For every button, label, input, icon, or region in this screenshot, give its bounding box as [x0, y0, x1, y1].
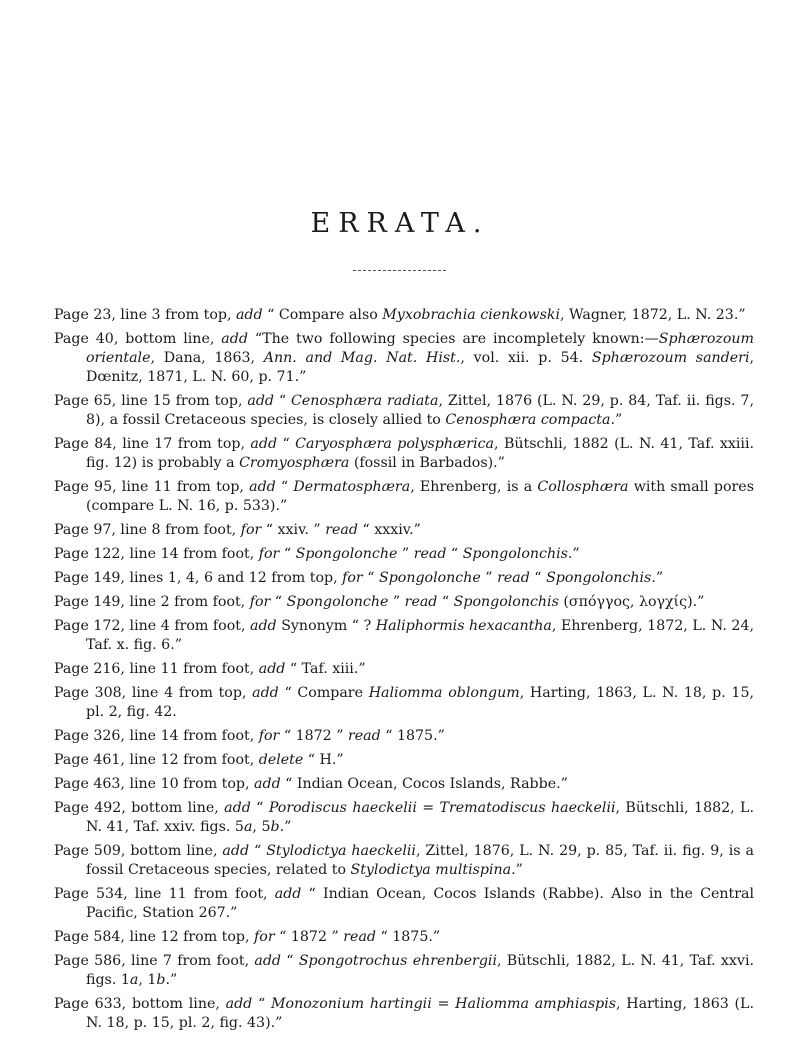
italic-text: add: [250, 618, 277, 634]
italic-text: Sphærozoum sanderi: [591, 350, 750, 366]
italic-text: read: [413, 546, 447, 562]
italic-text: Myxobrachia cienkowski: [382, 307, 560, 323]
italic-text: for: [342, 570, 363, 586]
italic-text: a: [243, 819, 253, 835]
italic-text: Spongotrochus ehrenbergii: [298, 953, 497, 969]
italic-text: for: [258, 546, 280, 562]
erratum-entry: Page 492, bottom line, add “ Porodiscus haeckelii = Trematodiscus haeckelii, Bütschli, 1882, L. N. 41, Taf. xxiv. figs. 5a, 5b.”: [54, 800, 754, 835]
erratum-entry: Page 326, line 14 from foot, for “ 1872 ” read “ 1875.”: [54, 728, 445, 744]
italic-text: add: [274, 886, 302, 902]
erratum-entry: Page 122, line 14 from foot, for “ Spongolonche ” read “ Spongolonchis.”: [54, 546, 580, 562]
title-divider: [353, 270, 446, 271]
erratum-entry: Page 509, bottom line, add “ Stylodictya haeckelii, Zittel, 1876, L. N. 29, p. 85, Taf. ii. fig. 9, is a fossil Cretaceous species, related to Stylodictya multispina.”: [54, 843, 754, 878]
italic-text: Spongolonche: [378, 570, 481, 586]
italic-text: add: [250, 436, 278, 452]
italic-text: read: [404, 594, 438, 610]
italic-text: read: [325, 522, 358, 538]
italic-text: read: [497, 570, 530, 586]
italic-text: for: [249, 594, 271, 610]
italic-text: a: [129, 972, 139, 988]
italic-text: Stylodictya haeckelii: [266, 843, 416, 859]
italic-text: Porodiscus haeckelii = Trematodiscus haeckelii: [268, 800, 616, 816]
erratum-entry: Page 534, line 11 from foot, add “ Indian Ocean, Cocos Islands (Rabbe). Also in the Central Pacific, Station 267.”: [54, 886, 754, 921]
italic-text: read: [343, 929, 376, 945]
italic-text: Spongolonche: [286, 594, 389, 610]
italic-text: for: [240, 522, 262, 538]
italic-text: Spongolonche: [295, 546, 398, 562]
italic-text: Monozonium hartingii = Haliomma amphiaspis: [271, 996, 617, 1012]
erratum-entry: Page 149, line 2 from foot, for “ Spongolonche ” read “ Spongolonchis (σπόγγος, λογχίς).”: [54, 594, 705, 610]
italic-text: Spongolonchis: [462, 546, 568, 562]
italic-text: Dermatosphæra: [293, 479, 411, 495]
erratum-entry: Page 216, line 11 from foot, add “ Taf. xiii.”: [54, 661, 366, 677]
italic-text: add: [247, 393, 274, 409]
erratum-entry: Page 461, line 12 from foot, delete “ H.”: [54, 752, 344, 768]
italic-text: Cenosphæra radiata: [291, 393, 439, 409]
erratum-entry: Page 65, line 15 from top, add “ Cenosphæra radiata, Zittel, 1876 (L. N. 29, p. 84, Taf. ii. figs. 7, 8), a fossil Cretaceous species, is closely allied to Cenosphæra compacta.”: [54, 393, 754, 428]
italic-text: add: [221, 331, 248, 347]
errata-list: [54, 306, 754, 1038]
italic-text: Spongolonchis: [453, 594, 559, 610]
erratum-entry: Page 633, bottom line, add “ Monozonium hartingii = Haliomma amphiaspis, Harting, 1863 (L. N. 18, p. 15, pl. 2, fig. 43).”: [54, 996, 754, 1031]
italic-text: add: [254, 953, 281, 969]
erratum-entry: Page 463, line 10 from top, add “ Indian Ocean, Cocos Islands, Rabbe.”: [54, 776, 568, 792]
erratum-entry: Page 149, lines 1, 4, 6 and 12 from top, for “ Spongolonche ” read “ Spongolonchis.”: [54, 570, 664, 586]
italic-text: Caryosphæra polysphærica: [295, 436, 495, 452]
erratum-entry: Page 23, line 3 from top, add “ Compare also Myxobrachia cienkowski, Wagner, 1872, L. N. 23.”: [54, 307, 746, 323]
erratum-entry: Page 84, line 17 from top, add “ Caryosphæra polysphærica, Bütschli, 1882 (L. N. 41, Taf. xxiii. fig. 12) is probably a Cromyosphæra (fossil in Barbados).”: [54, 436, 754, 471]
italic-text: Stylodictya multispina: [350, 862, 512, 878]
italic-text: add: [225, 996, 253, 1012]
italic-text: add: [258, 661, 286, 677]
italic-text: Sphærozoum orientale: [86, 331, 754, 366]
italic-text: for: [258, 728, 280, 744]
italic-text: Cromyosphæra: [239, 455, 350, 471]
erratum-entry: Page 95, line 11 from top, add “ Dermatosphæra, Ehrenberg, is a Collosphæra with small pores (compare L. N. 16, p. 533).”: [54, 479, 754, 514]
italic-text: Haliphormis hexacantha: [375, 618, 552, 634]
italic-text: add: [224, 800, 251, 816]
italic-text: read: [347, 728, 381, 744]
italic-text: add: [249, 479, 276, 495]
italic-text: Cenosphæra compacta: [445, 412, 611, 428]
italic-text: delete: [258, 752, 304, 768]
italic-text: add: [254, 776, 281, 792]
italic-text: Collosphæra: [537, 479, 629, 495]
erratum-entry: Page 40, bottom line, add “The two following species are incompletely known:—Sphærozoum orientale, Dana, 1863, Ann. and Mag. Nat. Hist., vol. xii. p. 54. Sphærozoum sanderi, Dœnitz, 1871, L. N. 60, p. 71.”: [54, 331, 754, 385]
italic-text: Ann. and Mag. Nat. Hist.: [263, 350, 461, 366]
erratum-entry: Page 308, line 4 from top, add “ Compare Haliomma oblongum, Harting, 1863, L. N. 18, p. 15, pl. 2, fig. 42.: [54, 685, 754, 720]
erratum-entry: Page 584, line 12 from top, for “ 1872 ” read “ 1875.”: [54, 929, 441, 945]
italic-text: add: [222, 843, 250, 859]
italic-text: b: [270, 819, 280, 835]
italic-text: add: [235, 307, 263, 323]
italic-text: for: [254, 929, 275, 945]
erratum-entry: Page 172, line 4 from foot, add Synonym “ ? Haliphormis hexacantha, Ehrenberg, 1872, L. N. 24, Taf. x. fig. 6.”: [54, 618, 754, 653]
italic-text: Spongolonchis: [546, 570, 652, 586]
italic-text: Haliomma oblongum: [368, 685, 520, 701]
erratum-entry: Page 586, line 7 from foot, add “ Spongotrochus ehrenbergii, Bütschli, 1882, L. N. 41, Taf. xxvi. figs. 1a, 1b.”: [54, 953, 754, 988]
italic-text: add: [252, 685, 279, 701]
erratum-entry: Page 97, line 8 from foot, for “ xxiv. ” read “ xxxiv.”: [54, 522, 421, 538]
page-title: ERRATA.: [310, 208, 490, 239]
italic-text: b: [156, 972, 166, 988]
